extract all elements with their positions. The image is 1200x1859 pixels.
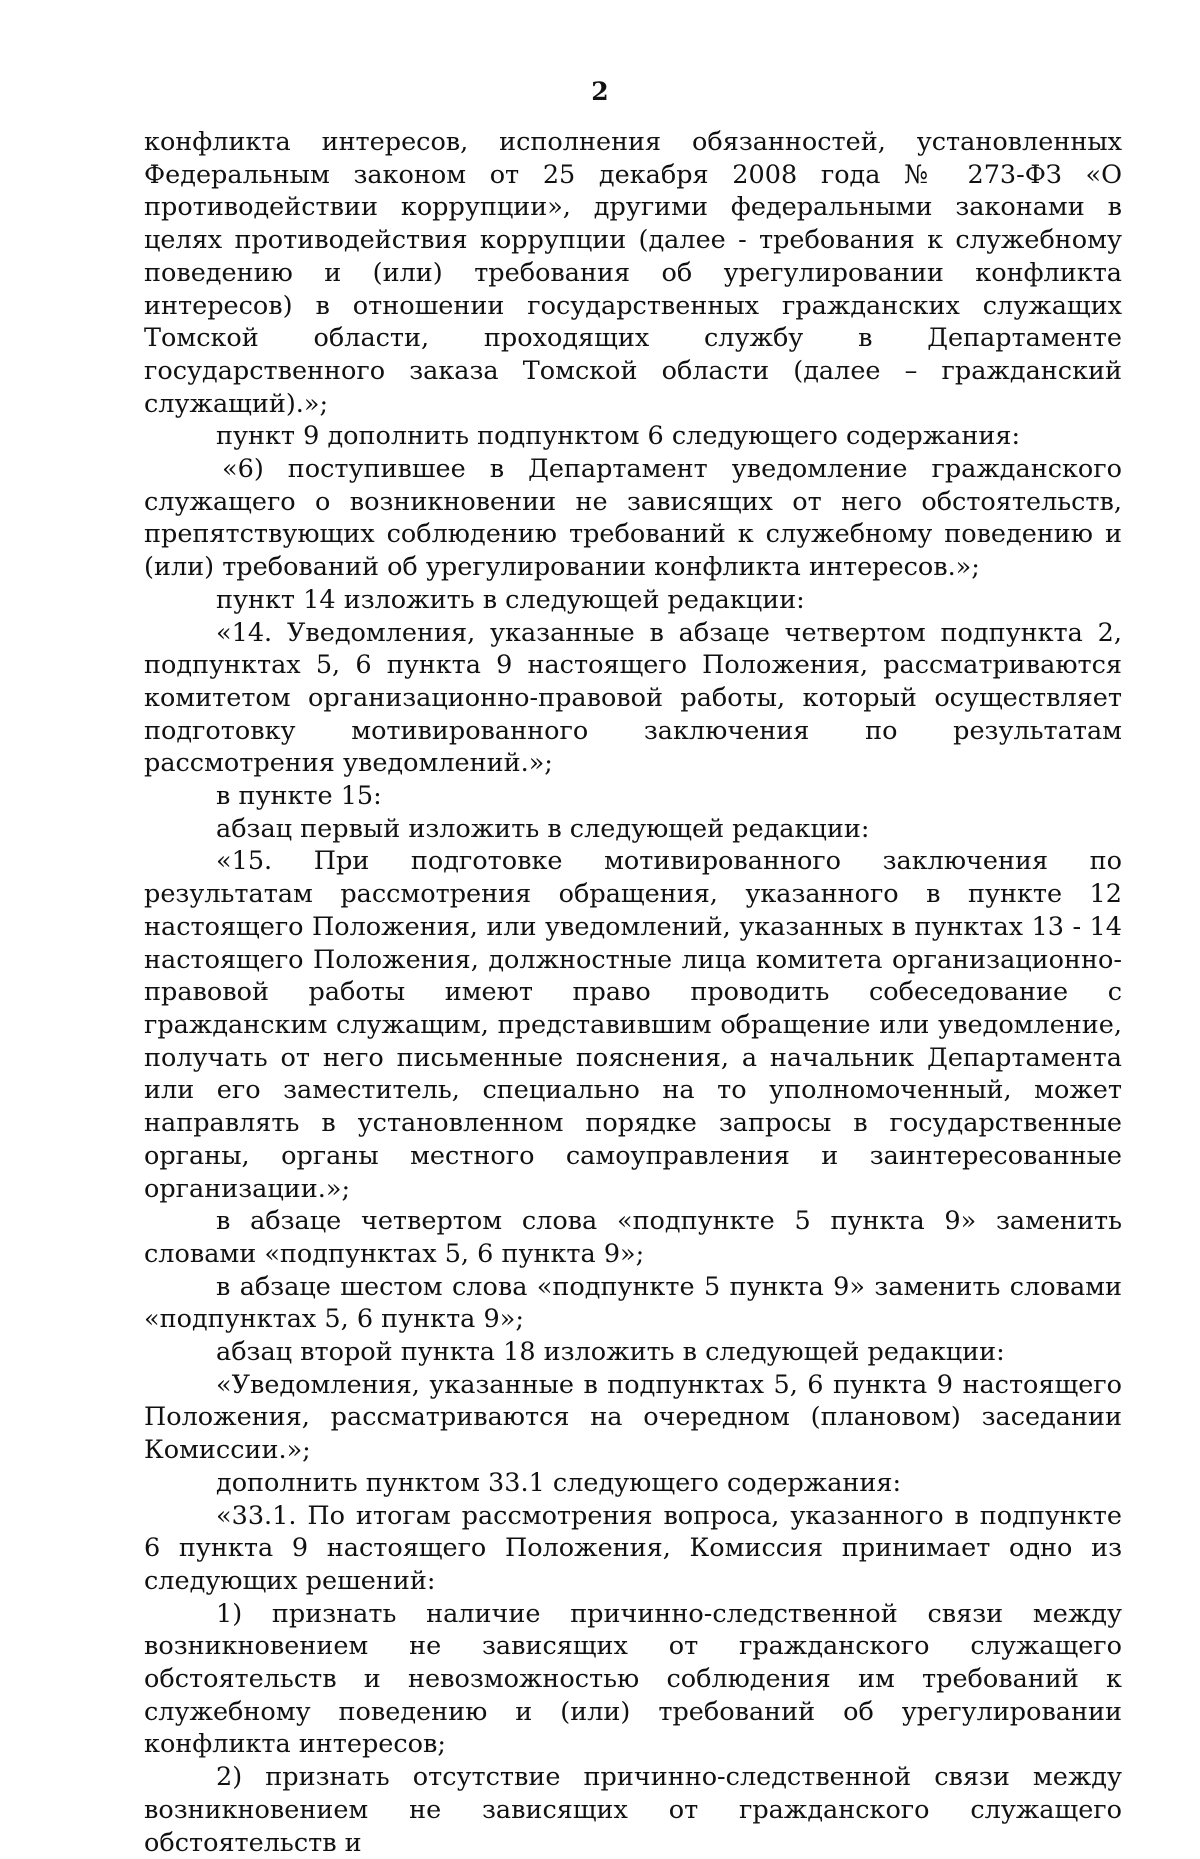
paragraph-6: в пункте 15: [216, 781, 382, 812]
paragraph-13: дополнить пунктом 33.1 следующего содержания: [216, 1467, 902, 1498]
paragraph-1: конфликта интересов, исполнения обязанностей, установленных Федеральным законом от 25 декабря 2008 года № 273-ФЗ «О противодействии коррупции», другими федеральными законами в целях противодействия коррупции (далее - требования к служебному поведению и (или) требования об урегулировании конфликта интересов) в отношении государственных гражданских служащих Томской области, проходящих службу в Департаменте государственного заказа Томской области (далее – гражданский служащий).»; [144, 127, 1122, 419]
paragraph-15: 1) признать наличие причинно-следственной связи между возникновением не зависящих от гражданского служащего обстоятельств и невозможностью соблюдения им требований к служебному поведению и (или) требований об урегулировании конфликта интересов; [144, 1598, 1122, 1760]
paragraph-9: в абзаце четвертом слова «подпункте 5 пункта 9» заменить словами «подпунктах 5, 6 пункта 9»; [144, 1206, 1122, 1269]
document-body [144, 126, 1122, 1859]
paragraph-11: абзац второй пункта 18 изложить в следующей редакции: [216, 1337, 1005, 1368]
paragraph-7: абзац первый изложить в следующей редакции: [216, 813, 870, 844]
paragraph-12: «Уведомления, указанные в подпунктах 5, 6 пункта 9 настоящего Положения, рассматриваются на очередном (плановом) заседании Комиссии.»; [144, 1369, 1122, 1466]
paragraph-10: в абзаце шестом слова «подпункте 5 пункта 9» заменить словами «подпунктах 5, 6 пункта 9»; [144, 1271, 1122, 1335]
paragraph-5: «14. Уведомления, указанные в абзаце четвертом подпункта 2, подпунктах 5, 6 пункта 9 настоящего Положения, рассматриваются комитетом организационно-правовой работы, который осуществляет подготовку мотивированного заключения по результатам рассмотрения уведомлений.»; [144, 617, 1122, 779]
page-number: 2 [591, 77, 609, 106]
paragraph-3: «6) поступившее в Департамент уведомление гражданского служащего о возникновении не зависящих от него обстоятельств, препятствующих соблюдению требований к служебному поведению и (или) требований об урегулировании конфликта интересов.»; [144, 454, 1122, 583]
paragraph-2: пункт 9 дополнить подпунктом 6 следующего содержания: [216, 421, 1021, 452]
paragraph-16: 2) признать отсутствие причинно-следственной связи между возникновением не зависящих от гражданского служащего обстоятельств и [144, 1762, 1122, 1858]
paragraph-14: «33.1. По итогам рассмотрения вопроса, указанного в подпункте 6 пункта 9 настоящего Положения, Комиссия принимает одно из следующих решений: [144, 1500, 1122, 1596]
paragraph-4: пункт 14 изложить в следующей редакции: [216, 584, 805, 615]
paragraph-8: «15. При подготовке мотивированного заключения по результатам рассмотрения обращения, указанного в пункте 12 настоящего Положения, или уведомлений, указанных в пунктах 13 - 14 настоящего Положения, должностные лица комитета организационно-правовой работы имеют право проводить собеседование с гражданским служащим, представившим обращение или уведомление, получать от него письменные пояснения, а начальник Департамента или его заместитель, специально на то уполномоченный, может направлять в установленном порядке запросы в государственные органы, органы местного самоуправления и заинтересованные организации.»; [144, 846, 1122, 1204]
